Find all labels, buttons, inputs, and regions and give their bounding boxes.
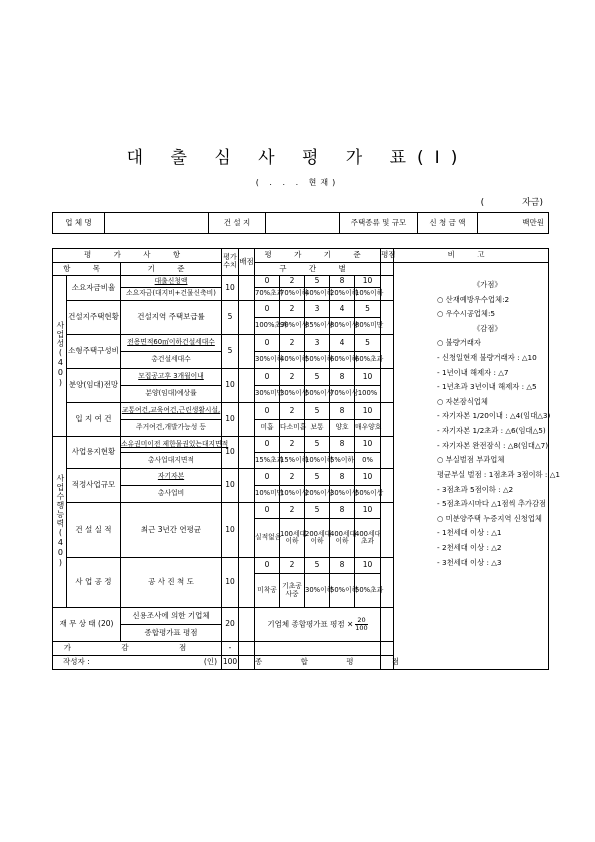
finance-weight: 20 <box>222 608 239 642</box>
finance-label: 재 무 상 태 (20) <box>53 608 121 642</box>
remark-line: - 3점초과 5점이하 : △2 <box>437 484 514 494</box>
range-score: 5 <box>305 558 330 574</box>
range-score: 5 <box>305 437 330 453</box>
standard-text: 건설지역 주택보급률 <box>121 301 222 335</box>
remark-line: - 3천세대 이상 : △3 <box>437 557 502 567</box>
rating-value[interactable] <box>381 437 394 469</box>
amount-label: 신 청 금 액 <box>418 213 478 234</box>
author-field[interactable]: 작성자 : (인) <box>53 656 222 670</box>
borrower-value[interactable] <box>105 213 209 234</box>
range-score: 8 <box>330 403 355 420</box>
total-label: 종 합 평 점 <box>255 656 381 670</box>
document-title: 대 출 심 사 평 가 표(I) <box>126 148 469 168</box>
borrower-label: 업 체 명 <box>53 213 105 234</box>
range-score: 8 <box>330 437 355 453</box>
range-label: 100%초과 <box>255 318 280 335</box>
range-score: 3 <box>305 301 330 318</box>
weight-value: 10 <box>222 437 239 469</box>
score-value[interactable] <box>239 276 255 301</box>
rating-value[interactable] <box>381 369 394 403</box>
rating-value[interactable] <box>381 469 394 503</box>
rating-value[interactable] <box>381 558 394 608</box>
adjust-weight: - <box>222 642 239 656</box>
weight-value: 10 <box>222 469 239 503</box>
range-score: 5 <box>305 276 330 288</box>
standard-text: 최근 3년간 연평균 <box>121 503 222 558</box>
range-score: 2 <box>280 335 305 352</box>
range-score: 2 <box>280 369 305 386</box>
range-label: 50%이하 <box>330 574 355 608</box>
finance-formula: 기업체 종합평가표 평점 × $\frac{20}{100}$ <box>255 608 381 642</box>
standard-numerator: 대출신청액 <box>121 276 222 288</box>
range-score: 2 <box>280 469 305 486</box>
weight-header: 평가 수치 <box>222 249 239 276</box>
range-label: 50%초과 <box>355 574 381 608</box>
range-label: 10%이하 <box>305 453 330 469</box>
range-label: 90%이상 <box>280 318 305 335</box>
range-header: 구 간 별 <box>255 263 381 276</box>
remarks-list <box>437 280 560 572</box>
range-label: 미착공 <box>255 574 280 608</box>
remark-line: 《감점》 <box>473 323 502 333</box>
score-value[interactable] <box>239 369 255 403</box>
range-score: 0 <box>255 437 280 453</box>
range-label: 20%이상 <box>305 486 330 503</box>
remark-line: - 1년초과 3년이내 해제자 : △5 <box>437 382 537 392</box>
finance-score[interactable] <box>239 608 255 642</box>
range-score: 5 <box>305 503 330 519</box>
remarks-header: 비 고 <box>394 249 549 263</box>
score-value[interactable] <box>239 301 255 335</box>
range-label: 70%이상 <box>330 386 355 403</box>
item-label: 분양(임대)전망 <box>67 369 121 403</box>
adjust-rating[interactable] <box>381 642 394 656</box>
range-score: 10 <box>355 558 381 574</box>
standard-numerator: 소유권미이전 제한물권있는대지면적 <box>121 437 222 453</box>
score-header: 배점 <box>239 249 255 276</box>
range-score: 10 <box>355 437 381 453</box>
item-label: 소요자금비율 <box>67 276 121 301</box>
weight-value: 10 <box>222 558 239 608</box>
score-value[interactable] <box>239 403 255 437</box>
range-score: 0 <box>255 335 280 352</box>
range-score: 2 <box>280 276 305 288</box>
site-value[interactable] <box>266 213 340 234</box>
remark-line: - 1년이내 해제자 : △7 <box>437 367 509 377</box>
total-weight: 100 <box>222 656 239 670</box>
standard-denominator: 주거여건,개발가능성 등 <box>121 420 222 437</box>
range-score: 10 <box>355 369 381 386</box>
range-label: 50%이하 <box>305 352 330 369</box>
range-label: 100세대 이하 <box>280 519 305 558</box>
standard-header: 기 준 <box>121 263 222 276</box>
remark-line: - 1천세대 이상 : △1 <box>437 528 502 538</box>
remark-line: ○ 부실벌점 부과업체 <box>437 455 505 465</box>
range-label: 10%미만 <box>255 486 280 503</box>
range-label: 70%초과 <box>255 288 280 301</box>
finance-standard-1: 신용조사에 의한 기업체 <box>121 608 222 625</box>
rating-value[interactable] <box>381 503 394 558</box>
item-label: 건설지주택현황 <box>67 301 121 335</box>
rating-value[interactable] <box>381 301 394 335</box>
standard-denominator: 총사업대지면적 <box>121 453 222 469</box>
range-label: 60%이하 <box>330 352 355 369</box>
remark-line: - 자기자본 1/2초과 : △6(임대△5) <box>437 426 546 436</box>
item-label: 소형주택구성비 <box>67 335 121 369</box>
group-business: 사업성(40) <box>53 276 67 437</box>
range-label: 매우양호 <box>355 420 381 437</box>
range-score: 2 <box>280 558 305 574</box>
item-label: 입 지 여 건 <box>67 403 121 437</box>
adjust-score[interactable] <box>239 642 255 656</box>
range-score: 8 <box>330 276 355 288</box>
remark-line: - 신청일현재 불량거래자 : △10 <box>437 353 537 363</box>
range-score: 5 <box>305 469 330 486</box>
range-label: 기초공 사중 <box>280 574 305 608</box>
range-label: 50%이상 <box>355 486 381 503</box>
range-score: 2 <box>280 437 305 453</box>
weight-value: 10 <box>222 403 239 437</box>
range-label: 10%이하 <box>355 288 381 301</box>
remark-line: 《가점》 <box>473 280 502 289</box>
range-score: 8 <box>330 469 355 486</box>
range-label: 200세대 이하 <box>305 519 330 558</box>
group-capability: 사업수행능력(40) <box>53 437 67 608</box>
standard-denominator: 총건설세대수 <box>121 352 222 369</box>
range-label: 다소미흡 <box>280 420 305 437</box>
range-label: 5%이하 <box>330 453 355 469</box>
amount-unit: 백만원 <box>478 213 549 234</box>
range-label: 50%이상 <box>305 386 330 403</box>
range-score: 5 <box>355 335 381 352</box>
score-value[interactable] <box>239 335 255 369</box>
score-value[interactable] <box>239 437 255 469</box>
range-label: 85%이상 <box>305 318 330 335</box>
criteria-header: 평 가 기 준 <box>255 249 381 263</box>
item-label: 건 설 실 적 <box>67 503 121 558</box>
range-score: 0 <box>255 276 280 288</box>
total-score[interactable] <box>239 656 255 670</box>
range-label: 미흡 <box>255 420 280 437</box>
range-score: 0 <box>255 558 280 574</box>
range-label: 20%이하 <box>330 288 355 301</box>
range-label: 60%초과 <box>355 352 381 369</box>
range-label: 30%이상 <box>330 486 355 503</box>
range-score: 8 <box>330 503 355 519</box>
range-label: 실적없음 <box>255 519 280 558</box>
range-score: 2 <box>280 403 305 420</box>
item-header: 항 목 <box>53 263 121 276</box>
range-score: 10 <box>355 276 381 288</box>
item-label: 사 업 공 정 <box>67 558 121 608</box>
range-label: 100% <box>355 386 381 403</box>
weight-value: 5 <box>222 301 239 335</box>
applicant-info-table <box>52 212 549 234</box>
remark-line: ○ 산재예방우수업체:2 <box>437 294 510 304</box>
remark-line: - 자기자본 1/20이내 : △4(임대△3) <box>437 411 551 421</box>
range-label: 15%초과 <box>255 453 280 469</box>
finance-standard-2: 종합평가표 평점 <box>121 625 222 642</box>
range-label: 보통 <box>305 420 330 437</box>
range-score: 10 <box>355 503 381 519</box>
remark-line: ○ 미분양주택 누증지역 신청업체 <box>437 513 542 523</box>
range-score: 4 <box>330 301 355 318</box>
remark-line: 평균부실 벌점 : 1점초과 3점이하 : △1 <box>437 469 560 479</box>
site-label: 건 설 지 <box>209 213 266 234</box>
range-label: 15%이하 <box>280 453 305 469</box>
rating-value[interactable] <box>381 403 394 437</box>
range-score: 8 <box>330 558 355 574</box>
range-label: 30%이하 <box>255 352 280 369</box>
range-label: 400세대 이하 <box>330 519 355 558</box>
standard-numerator: 교통여건,교육여건,근린생활시설, <box>121 403 222 420</box>
weight-value: 10 <box>222 276 239 301</box>
standard-text: 공 사 진 척 도 <box>121 558 222 608</box>
range-label: 10%이상 <box>280 486 305 503</box>
range-score: 0 <box>255 403 280 420</box>
eval-item-header: 평 가 사 항 <box>53 249 222 263</box>
range-label: 30%이상 <box>280 386 305 403</box>
remark-line: - 2천세대 이상 : △2 <box>437 542 502 552</box>
range-score: 2 <box>280 301 305 318</box>
rating-header: 평점 <box>381 249 394 263</box>
range-score: 8 <box>330 369 355 386</box>
standard-denominator: 분양(임대)예상률 <box>121 386 222 403</box>
range-score: 2 <box>280 503 305 519</box>
range-label: 40%이하 <box>305 288 330 301</box>
as-of-date: ( . . . 현재) <box>255 178 340 187</box>
range-label: 80%이상 <box>330 318 355 335</box>
range-label: 0% <box>355 453 381 469</box>
adjust-blank <box>255 642 381 656</box>
range-score: 0 <box>255 469 280 486</box>
item-label: 사업용지현황 <box>67 437 121 469</box>
range-score: 5 <box>355 301 381 318</box>
range-label: 400세대 초과 <box>355 519 381 558</box>
range-label: 80%미만 <box>355 318 381 335</box>
range-label: 양호 <box>330 420 355 437</box>
standard-denominator: 소요자금(대지비+건물신축비) <box>121 288 222 301</box>
standard-denominator: 총사업비 <box>121 486 222 503</box>
range-score: 3 <box>305 335 330 352</box>
finance-rating[interactable] <box>381 608 394 642</box>
range-score: 0 <box>255 369 280 386</box>
remark-line: ○ 우수시공업체:5 <box>437 309 496 319</box>
rating-value[interactable] <box>381 335 394 369</box>
standard-numerator: 자기자본 <box>121 469 222 486</box>
range-label: 40%이하 <box>280 352 305 369</box>
range-score: 5 <box>305 369 330 386</box>
standard-numerator: 전용면적60㎡이하건설세대수 <box>121 335 222 352</box>
weight-value: 10 <box>222 503 239 558</box>
score-value[interactable] <box>239 558 255 608</box>
range-label: 30%미만 <box>255 386 280 403</box>
adjust-label: 가 감 점 <box>53 642 222 656</box>
remark-line: - 자기자본 완전잠식 : △8(임대△7) <box>437 440 549 450</box>
range-score: 5 <box>305 403 330 420</box>
remark-line: ○ 불량거래자 <box>437 338 481 348</box>
fund-unit: ( 자금) <box>480 198 543 208</box>
range-score: 0 <box>255 301 280 318</box>
range-score: 10 <box>355 403 381 420</box>
range-score: 0 <box>255 503 280 519</box>
range-score: 10 <box>355 469 381 486</box>
score-value[interactable] <box>239 503 255 558</box>
item-label: 적정사업규모 <box>67 469 121 503</box>
remark-line: - 5점초과시마다 △1점씩 추가감점 <box>437 499 547 509</box>
standard-numerator: 모집공고후 3개월이내 <box>121 369 222 386</box>
range-score: 4 <box>330 335 355 352</box>
remark-line: ○ 자본잠식업체 <box>437 396 488 406</box>
weight-value: 5 <box>222 335 239 369</box>
range-label: 30%이하 <box>305 574 330 608</box>
score-value[interactable] <box>239 469 255 503</box>
range-label: 70%이하 <box>280 288 305 301</box>
weight-value: 10 <box>222 369 239 403</box>
housing-type-label: 주택종류 및 규모 <box>340 213 418 234</box>
rating-subheader <box>381 263 394 276</box>
